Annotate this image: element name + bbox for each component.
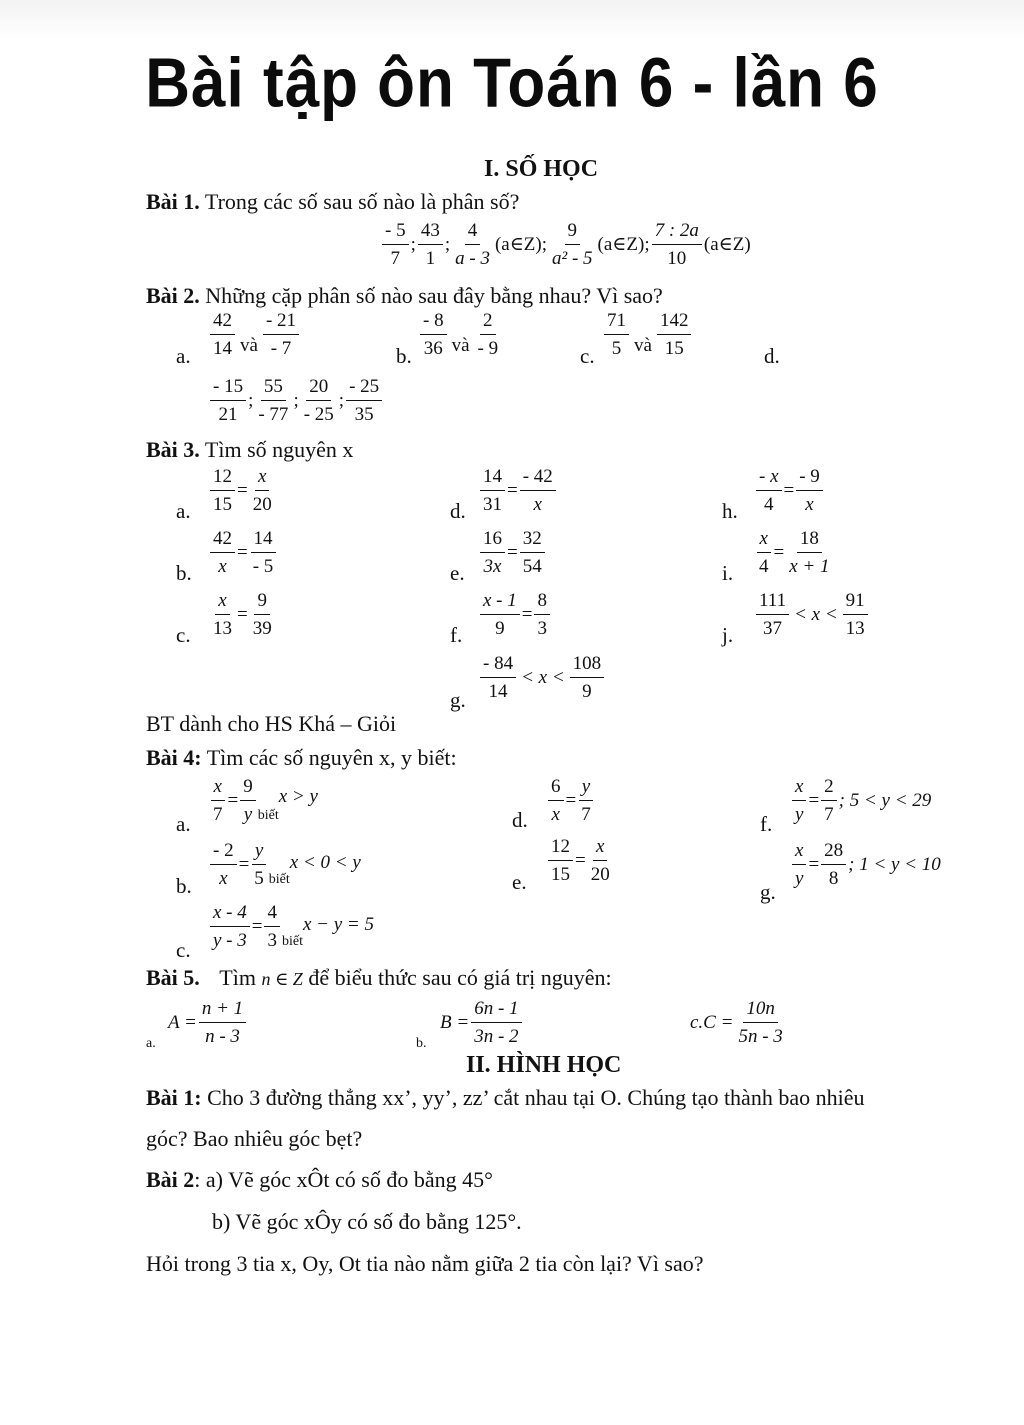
item-label: c. — [176, 938, 191, 962]
equation: $\frac{- 2}{x}$ = $\frac{y}{5}$ biết x < 0 < y — [208, 840, 361, 890]
item-label: b. — [416, 1036, 427, 1051]
item-label: a. — [146, 1036, 156, 1051]
item-label: i. — [722, 561, 734, 585]
equation: $\frac{x}{y}$ = $\frac{28}{8}$ ; 1 < y < 10 — [790, 840, 941, 890]
item-label: b. — [396, 344, 412, 368]
equation: $\frac{42}{x}$ = $\frac{14}{- 5}$ — [208, 528, 278, 578]
equation: $\frac{x}{7}$ = $\frac{9}{y}$ biết x > y — [208, 776, 318, 826]
exercise-3-text: Tìm số nguyên x — [204, 437, 354, 462]
exercise-2-text: Những cặp phân số nào sau đây bằng nhau? Vì sao? — [205, 283, 663, 308]
section-arithmetic-heading: I. SỐ HỌC — [484, 156, 599, 182]
inequality: $\frac{111}{37}$ < x < $\frac{91}{13}$ — [754, 590, 870, 640]
item-label: c. — [580, 344, 595, 368]
equation: $\frac{16}{3x}$ = $\frac{32}{54}$ — [478, 528, 547, 578]
equation: $\frac{14}{31}$ = $\frac{- 42}{x}$ — [478, 466, 558, 516]
equation: $\frac{x}{13}$ = $\frac{9}{39}$ — [213, 590, 272, 639]
advanced-exercises-note: BT dành cho HS Khá – Giỏi — [146, 711, 397, 736]
geometry-exercise-2-label: Bài 2 — [146, 1167, 195, 1192]
item-label: d. — [450, 499, 466, 523]
exercise-1-fractions: $\frac{- 5}{7}$ ; $\frac{43}{1}$ ; $\frac{4}{a - 3}$ (a∈Z) ; $\frac{9}{\text{a² - 5}}$ (a∈Z) ; $\frac{7 : 2a}{10}$ (a∈Z) — [380, 220, 751, 270]
exercise-4-text: Tìm các số nguyên x, y biết: — [206, 745, 457, 770]
exercise-5-label: Bài 5. — [146, 965, 200, 990]
item-label: f. — [760, 812, 773, 836]
fraction: $\frac{7 : 2a}{10}$ — [652, 220, 702, 270]
equation: $\frac{12}{15}$ = $\frac{x}{20}$ — [546, 836, 615, 886]
exercise-2-pair-d: $\frac{- 15}{21}$ ; $\frac{55}{- 77}$ ; $\frac{20}{- 25}$ ; $\frac{- 25}{35}$ — [208, 376, 384, 426]
exercise-2 — [146, 283, 663, 309]
equation: $\frac{x}{y}$ = $\frac{2}{7}$ ; 5 < y < 29 — [790, 776, 931, 826]
geometry-question: Hỏi trong 3 tia x, Oy, Ot tia nào nằm giữa 2 tia còn lại? Vì sao? — [146, 1251, 704, 1276]
exercise-5: Bài 5. Tìm n ∈ Z để biểu thức sau có giá trị nguyên: — [146, 965, 612, 990]
exercise-2-label: Bài 2. — [146, 283, 200, 308]
exercise-4-label: Bài 4: — [146, 745, 202, 770]
scan-header-shade — [0, 0, 1024, 40]
exercise-2-pair-a: $\frac{42}{14}$ và $\frac{- 21}{- 7}$ — [208, 310, 301, 360]
item-label: a. — [176, 812, 191, 836]
fraction: $\frac{- 5}{7}$ — [382, 220, 409, 270]
item-label: f. — [450, 623, 463, 647]
inequality: $\frac{- 84}{14}$ < x < $\frac{108}{9}$ — [478, 653, 606, 703]
geometry-exercise-2a: Bài 2: a) Vẽ góc xÔt có số đo bằng 45° — [146, 1167, 493, 1192]
expression-c: c.C = $\frac{10n}{5n - 3}$ — [690, 998, 783, 1047]
exercise-3 — [146, 437, 353, 463]
item-label: c. — [176, 623, 191, 647]
geometry-exercise-1: Bài 1: Cho 3 đường thẳng xx’, yy’, zz’ cắt nhau tại O. Chúng tạo thành bao nhiêu — [146, 1085, 865, 1110]
exercise-4 — [146, 745, 457, 771]
item-label: b. — [176, 561, 192, 585]
section-geometry-heading: II. HÌNH HỌC — [466, 1052, 622, 1078]
item-label: g. — [450, 688, 466, 712]
item-label: a. — [176, 499, 191, 523]
expression-a: A = $\frac{n + 1}{n - 3}$ — [168, 998, 248, 1048]
equation: $\frac{- x}{4}$ = $\frac{- 9}{x}$ — [754, 466, 825, 516]
exercise-1 — [146, 189, 519, 215]
item-label: e. — [512, 870, 527, 894]
equation: $\frac{6}{x}$ = $\frac{y}{7}$ — [546, 776, 596, 826]
fraction: $\frac{4}{a - 3}$ — [455, 220, 490, 269]
exercise-2-pair-c: $\frac{71}{5}$ và $\frac{142}{15}$ — [602, 310, 693, 360]
equation: $\frac{x}{4}$ = $\frac{18}{x + 1}$ — [754, 528, 834, 578]
item-label: e. — [450, 561, 465, 585]
geometry-exercise-1-label: Bài 1: — [146, 1085, 202, 1110]
item-label: d. — [764, 344, 780, 368]
fraction: $\frac{43}{1}$ — [418, 220, 443, 270]
item-label: b. — [176, 874, 192, 898]
item-label: g. — [760, 880, 776, 904]
exercise-1-label: Bài 1. — [146, 189, 200, 214]
item-label: a. — [176, 344, 191, 368]
geometry-exercise-2b: b) Vẽ góc xÔy có số đo bằng 125°. — [212, 1209, 522, 1234]
exercise-3-label: Bài 3. — [146, 437, 200, 462]
expression-b: B = $\frac{6n - 1}{3n - 2}$ — [440, 998, 524, 1048]
exercise-2-pair-b: $\frac{- 8}{36}$ và $\frac{2}{- 9}$ — [418, 310, 503, 360]
equation: $\frac{x - 1}{9}$ = $\frac{8}{3}$ — [478, 590, 552, 640]
geometry-exercise-1-cont: góc? Bao nhiêu góc bẹt? — [146, 1126, 363, 1151]
page-title: Bài tập ôn Toán 6 - lần 6 — [145, 44, 879, 123]
exercise-1-text: Trong các số sau số nào là phân số? — [204, 189, 520, 214]
item-label: h. — [722, 499, 738, 523]
item-label: d. — [512, 808, 528, 832]
equation: $\frac{x - 4}{y - 3}$ = $\frac{4}{3}$ biết x − y = 5 — [208, 902, 374, 952]
item-label: j. — [722, 623, 734, 647]
fraction: $\frac{9}{\text{a² - 5}}$ — [552, 220, 593, 269]
equation: $\frac{12}{15}$ = $\frac{x}{20}$ — [208, 466, 277, 516]
